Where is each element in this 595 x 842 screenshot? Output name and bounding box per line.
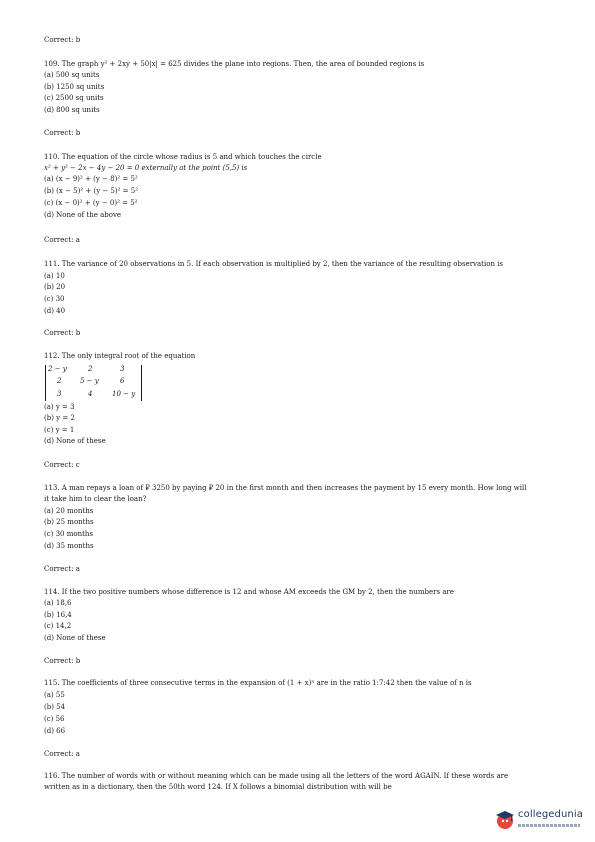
option-line: (b) (x − 5)² + (y − 5)² = 5² xyxy=(44,187,139,195)
option-line: (a) y = 3 xyxy=(44,403,75,411)
option-line: (a) 55 xyxy=(44,691,65,699)
option-line: (c) 30 months xyxy=(44,530,94,538)
question-114: 114. If the two positive numbers whose difference is 12 and whose AM exceeds the GM by 2, then the numbers are xyxy=(44,588,454,596)
collegedunia-logo[interactable] xyxy=(494,806,586,836)
logo-tagline xyxy=(518,824,580,827)
equation-line: x² + y² − 2x − 4y − 20 = 0 externally at the point (5,5) is xyxy=(44,164,248,172)
option-line: (d) None of these xyxy=(44,437,106,445)
option-line: (b) 20 xyxy=(44,283,66,291)
matrix-cell: 10 − y xyxy=(112,390,136,398)
question-116: 116. The number of words with or without meaning which can be made using all the letters of the word AGAIN. If these words are xyxy=(44,772,509,780)
answer-line: Correct: b xyxy=(44,329,81,337)
matrix-cell: 2 xyxy=(57,377,62,385)
option-line: (c) (x − 0)² + (y − 0)² = 5² xyxy=(44,199,138,207)
option-line: (c) 30 xyxy=(44,295,65,303)
matrix-cell: 2 − y xyxy=(48,365,67,373)
matrix-cell: 5 − y xyxy=(80,377,99,385)
option-line: (b) 25 months xyxy=(44,518,94,526)
answer-line: Correct: b xyxy=(44,36,81,44)
answer-line: Correct: a xyxy=(44,236,80,244)
answer-line: Correct: b xyxy=(44,657,81,665)
option-line: (a) 500 sq units xyxy=(44,71,100,79)
answer-line: Correct: a xyxy=(44,565,80,573)
matrix-cell: 4 xyxy=(88,390,93,398)
option-line: (d) 40 xyxy=(44,307,66,315)
option-line: (a) (x − 9)² + (y − 8)² = 5² xyxy=(44,175,138,183)
question-113: 113. A man repays a loan of ₽ 3250 by paying ₽ 20 in the first month and then increases the payment by 15 every month. How long will xyxy=(44,484,527,492)
option-line: (a) 20 months xyxy=(44,507,94,515)
logo-text: collegedunia xyxy=(518,809,583,820)
matrix-cell: 3 xyxy=(120,365,125,373)
option-line: (c) 56 xyxy=(44,715,65,723)
answer-line: Correct: c xyxy=(44,461,80,469)
question-110: 110. The equation of the circle whose radius is 5 and which touches the circle xyxy=(44,153,322,161)
option-line: (c) y = 1 xyxy=(44,426,75,434)
option-line: (d) 66 xyxy=(44,727,66,735)
answer-line: Correct: b xyxy=(44,129,81,137)
question-115: 115. The coefficients of three consecutive terms in the expansion of (1 + x)ⁿ are in the ratio 1:7:42 then the value of n is xyxy=(44,679,472,687)
determinant-left-bar xyxy=(45,365,46,401)
matrix-cell: 3 xyxy=(57,390,62,398)
option-line: (a) 18,6 xyxy=(44,599,72,607)
question-112: 112. The only integral root of the equation xyxy=(44,352,196,360)
option-line: (d) 800 sq units xyxy=(44,106,100,114)
determinant-matrix xyxy=(44,365,142,401)
option-line: (d) None of the above xyxy=(44,211,122,219)
option-line: (b) 54 xyxy=(44,703,66,711)
matrix-cell: 2 xyxy=(88,365,93,373)
question-116-continued: written as in a dictionary, then the 50th word 124. If X follows a binomial distribution with will be xyxy=(44,783,392,791)
graduation-cap-icon xyxy=(494,808,516,830)
option-line: (c) 2500 sq units xyxy=(44,94,104,102)
question-109: 109. The graph y² + 2xy + 50|x| = 625 divides the plane into regions. Then, the area of bounded regions is xyxy=(44,60,425,68)
option-line: (a) 10 xyxy=(44,272,65,280)
option-line: (b) y = 2 xyxy=(44,414,75,422)
option-line: (d) 35 months xyxy=(44,542,94,550)
answer-line: Correct: a xyxy=(44,750,80,758)
option-line: (b) 1250 sq units xyxy=(44,83,105,91)
option-line: (b) 16,4 xyxy=(44,611,72,619)
question-113-continued: it take him to clear the loan? xyxy=(44,495,147,503)
option-line: (d) None of these xyxy=(44,634,106,642)
option-line: (c) 14,2 xyxy=(44,622,72,630)
question-111: 111. The variance of 20 observations in 5. If each observation is multiplied by 2, then the variance of the resulting observation is xyxy=(44,260,504,268)
matrix-cell: 6 xyxy=(120,377,125,385)
determinant-right-bar xyxy=(141,365,142,401)
